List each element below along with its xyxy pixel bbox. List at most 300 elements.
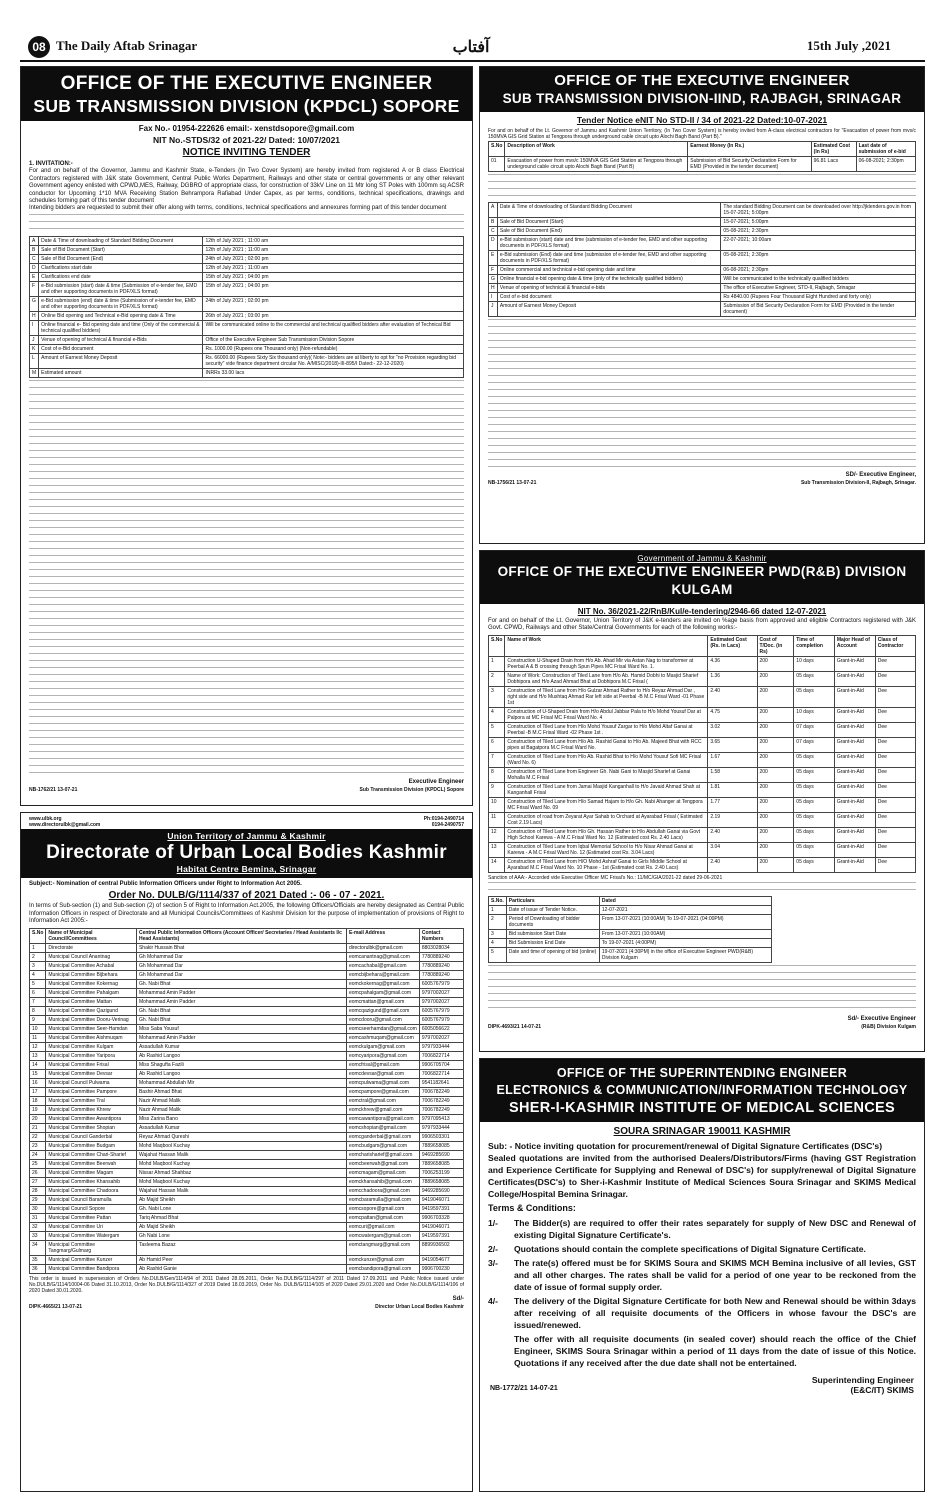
table-cell: Dee <box>875 827 915 842</box>
table-cell: Nazir Ahmad Malik <box>136 1105 346 1114</box>
table-cell: 6005056622 <box>419 1024 463 1033</box>
kulgam-schedule-head <box>489 896 772 905</box>
table-cell: Assadullah Kumar <box>136 1123 346 1132</box>
text-placeholder <box>488 174 916 200</box>
table-cell: 9797095413 <box>419 1114 463 1123</box>
table-row: E e-Bid submission (End) date and time (submission of e-tender fee, EMD and other supporting documents in PDF/XLS format) 05-08-2021; 2:30pm <box>489 251 916 266</box>
table-row: I Cost of e-bid document Rs 4840.00 (Rupees Four Thousand Eight Hundred and forty only) <box>489 293 916 302</box>
table-cell: 9906700230 <box>419 1264 463 1273</box>
rajbagh-notice: Tender Notice eNIT No STD-II / 34 of 2021-22 Dated:10-07-2021 <box>576 115 828 125</box>
paper-name: The Daily Aftab Srinagar <box>56 38 198 53</box>
table-cell: eomcbijbehara@gmail.com <box>346 970 419 979</box>
table-cell: eomcuri@gmail.com <box>346 1222 419 1231</box>
table-cell: 10 days <box>794 656 835 671</box>
table-row: D Clarifications start date 12th of July 2021 ; 11:00 am <box>30 263 464 272</box>
newspaper-logo: آفتاب <box>452 37 490 56</box>
table-row: F Online commercial and technical e-bid opening date and time 06-08-2021; 2:30pm <box>489 266 916 275</box>
rajbagh-code: NB-1756/21 13-07-21 <box>488 480 537 486</box>
table-cell: 9797002027 <box>419 1033 463 1042</box>
table-cell: Assadullah Kumar <box>136 1042 346 1051</box>
table-row <box>489 656 916 671</box>
condition-number: 4/- <box>488 1296 499 1306</box>
table-cell: 7 <box>489 752 505 767</box>
ulb-officers-body <box>30 943 464 1273</box>
table-row <box>489 722 916 737</box>
table-cell: 16 <box>30 1078 46 1087</box>
table-cell: Municipal Council Pulwama <box>46 1078 137 1087</box>
table-cell: eomctangmarg@gmail.com <box>346 1240 419 1255</box>
table-cell: 200 <box>757 707 794 722</box>
skims-signature: Superintending Engineer <box>811 1375 914 1385</box>
table-cell: eomcanantnag@gmail.com <box>346 952 419 961</box>
table-cell: 200 <box>757 737 794 752</box>
table-cell: 4.75 <box>708 707 757 722</box>
table-row <box>30 1069 464 1078</box>
table-cell: Nazir Ahmad Malik <box>136 1096 346 1105</box>
table-cell: Ab Majid Sheikh <box>136 1195 346 1204</box>
table-cell: Nissar Ahmad Shahbaz <box>136 1168 346 1177</box>
kulgam-banner <box>480 551 924 604</box>
kpdcl-invitation-text: For and on behalf of the Governor, Jammu and Kashmir State, e-Tenders (In Two Cover System) are hereby invited from registered A or B class Electrical Contractors registered with J&K state Government, Central Public Works Department, Railways and other state or central governments or any other relevant Government agency enlisted with CPWD,MES, Railway, DGBRO of appropriate class, for construction of 33kV Line on 11 Mtr long ST Poles with 100mm sq ACSR conductor for Upcoming 1*10 MVA Receiving Station Behrampora Rafiabad Under Capex, as per terms, conditions, technical specifications, drawings and schedules forming part of this tender document <box>29 168 464 205</box>
table-cell: Gh. Nabi Bhat <box>136 1006 346 1015</box>
table-cell: 1.36 <box>708 671 757 686</box>
kpdcl-banner <box>21 67 472 121</box>
kulgam-schedule-table <box>488 896 772 963</box>
table-cell: 1.58 <box>708 767 757 782</box>
table-cell: 200 <box>757 857 794 872</box>
skims-code: NB-1772/21 14-07-21 <box>490 1385 558 1392</box>
table-cell: eomcyaripora@gmail.com <box>346 1051 419 1060</box>
table-cell: 33 <box>30 1231 46 1240</box>
kpdcl-schedule-table <box>29 236 464 378</box>
table-cell: eomcashmuqam@gmail.com <box>346 1033 419 1042</box>
table-cell: 9906703328 <box>419 1213 463 1222</box>
table-cell: eomcbeerwah@gmail.com <box>346 1159 419 1168</box>
table-cell: Mohd Maqbool Kuchay <box>136 1141 346 1150</box>
table-cell: Municipal Council Anantnag <box>46 952 137 961</box>
table-cell: eomcdooru@gmail.com <box>346 1015 419 1024</box>
rajbagh-intro: For and on behalf of the Lt. Governor of Jammu and Kashmir Union Territory, (In Two Cover System) is hereby invited from A-class electrical contractors for "Evacuation of power from mvs/c 150MVA GIS Grid Station at Tengpora through underground cable circuit upto Alochi Bagh Band (Part B)." <box>488 128 916 140</box>
rajbagh-work-head <box>489 142 916 157</box>
table-cell: Dee <box>875 767 915 782</box>
table-row: K Cost of e-Bid document Rs. 1000.00 (Rupees one Thousand only) (Non-refundable) <box>30 344 464 353</box>
table-cell: eomcbandipora@gmail.com <box>346 1264 419 1273</box>
table-cell: Wajahat Hassan Malik <box>136 1186 346 1195</box>
table-cell: eomckokernag@gmail.com <box>346 979 419 988</box>
table-cell: 28 <box>30 1186 46 1195</box>
table-cell: 15 <box>30 1069 46 1078</box>
table-row <box>30 1222 464 1231</box>
table-cell: Gh. Nabi Bhat <box>136 979 346 988</box>
table-cell: Municipal Committee Awantipora <box>46 1114 137 1123</box>
table-cell: 07 days <box>794 737 835 752</box>
table-cell: 1 <box>489 656 505 671</box>
kulgam-signature: Sd/- Executive Engineer <box>847 1015 916 1022</box>
table-row: G Online financial e-bid opening date & time (only of the technically qualified bidders) Will be communicated to the technically qualified bidders <box>489 275 916 284</box>
table-row <box>30 1213 464 1222</box>
table-cell: eomcseerhamdan@gmail.com <box>346 1024 419 1033</box>
table-cell: 1.81 <box>708 782 757 797</box>
table-cell: eomcpampore@gmail.com <box>346 1087 419 1096</box>
table-cell: 9 <box>30 1015 46 1024</box>
table-cell: 6 <box>30 988 46 997</box>
skims-closing: The offer with all requisite documents (in sealed cover) should reach the office of the Chief Engineer, SKIMS Soura Srinagar within a period of 11 days from the date of issue of this Notice. Quotations if any received after the due date shall not be entertained. <box>514 1334 916 1368</box>
table-cell: Grant-in-Aid <box>834 722 875 737</box>
table-cell: Miss Zarina Bano <box>136 1114 346 1123</box>
table-row <box>30 1015 464 1024</box>
kpdcl-heading: NOTICE INVITING TENDER <box>182 147 311 158</box>
table-cell: 24 <box>30 1150 46 1159</box>
kpdcl-schedule-body <box>30 236 464 377</box>
table-cell: 13 <box>30 1051 46 1060</box>
ulb-title: Directorate of Urban Local Bodies Kashmir <box>46 842 447 863</box>
ulb-intro: In terms of Sub-section (1) and Sub-section (2) of section 5 of Right to Information Act.2005, the following Officers/Officials are hereby designated as Central Public Information Officers in respect of Directorate and all Municipal Councils/Committees of Kashmir Division for the purpose of implementation of provisions of Right to Information Act 2005:- <box>29 903 464 925</box>
masthead-rule <box>20 60 925 62</box>
skims-line1: OFFICE OF THE SUPERINTENDING ENGINEER <box>556 1066 848 1080</box>
table-row <box>30 1177 464 1186</box>
table-row <box>489 827 916 842</box>
table-cell: 7006822714 <box>419 1069 463 1078</box>
table-cell: eomcshopian@gmail.com <box>346 1123 419 1132</box>
kpdcl-signature-sub: Sub Transmission Division (KPDCL) Sopore <box>359 786 464 793</box>
table-cell: Municipal Committee Seer-Hamdan <box>46 1024 137 1033</box>
rajbagh-schedule-body <box>489 203 916 317</box>
table-cell: 1.77 <box>708 797 757 812</box>
table-cell: 5 <box>30 979 46 988</box>
table-row <box>489 737 916 752</box>
table-cell: Municipal Committee Pampore <box>46 1087 137 1096</box>
skims-banner <box>480 1059 924 1122</box>
table-row: 5 Date and time of opening of bid (online) 19-07-2021 (4:30PM) in the office of Executive Engineer PWD(R&B) Division Kulgam <box>489 947 772 962</box>
table-cell: Wajahat Hassan Malik <box>136 1150 346 1159</box>
ulb-phone2: 0194-2490757 <box>431 822 464 828</box>
rajbagh-ad <box>479 66 925 544</box>
table-cell: 9419597391 <box>419 1204 463 1213</box>
table-cell: 200 <box>757 671 794 686</box>
table-cell: 9906503301 <box>419 1132 463 1141</box>
table-row <box>489 842 916 857</box>
table-row <box>489 767 916 782</box>
table-cell: Ab Rashid Langoo <box>136 1069 346 1078</box>
issue-date: 15th July ,2021 <box>806 38 891 53</box>
table-cell: Municipal Committee Kokernag <box>46 979 137 988</box>
table-cell: 7006822714 <box>419 1051 463 1060</box>
condition-text: The Bidder(s) are required to offer their rates separately for supply of New DSC and Renewal of existing Digital Signature Certificate's. <box>514 1218 916 1240</box>
table-row <box>30 1240 464 1255</box>
table-cell: Grant-in-Aid <box>834 782 875 797</box>
table-row <box>30 1264 464 1273</box>
table-cell: 9797002027 <box>419 997 463 1006</box>
table-cell: 9797933444 <box>419 1042 463 1051</box>
kpdcl-code: NB-1762/21 13-07-21 <box>29 786 78 793</box>
table-cell: 23 <box>30 1141 46 1150</box>
table-cell: 35 <box>30 1255 46 1264</box>
table-cell: 8 <box>489 767 505 782</box>
rajbagh-banner <box>480 67 924 112</box>
condition-number: 2/- <box>488 1244 499 1254</box>
table-cell: 200 <box>757 797 794 812</box>
table-cell: 9419054677 <box>419 1255 463 1264</box>
table-cell: eomcmattan@gmail.com <box>346 997 419 1006</box>
ulb-website: www.ulbk.org <box>29 816 62 822</box>
table-cell: 12 <box>30 1042 46 1051</box>
table-cell: 6005767979 <box>419 1006 463 1015</box>
skims-line2: ELECTRONICS & COMMUNICATION/INFORMATION TECHNOLOGY <box>496 1083 908 1097</box>
table-cell: 1 <box>30 943 46 952</box>
table-cell: 3 <box>30 961 46 970</box>
condition-item <box>488 1243 916 1255</box>
table-cell: 9419046071 <box>419 1195 463 1204</box>
table-cell: 05 days <box>794 671 835 686</box>
table-cell: eomckhrew@gmail.com <box>346 1105 419 1114</box>
table-cell: Gh Mohammad Dar <box>136 970 346 979</box>
kulgam-code: DIPK-4693/21 14-07-21 <box>488 1023 542 1030</box>
table-cell: Dee <box>875 707 915 722</box>
table-row <box>30 961 464 970</box>
table-row: D e-Bid submission (start) date and time (submission of e-tender fee, EMD and other supporting documents in PDF/XLS format) 22-07-2021; 10:00am <box>489 236 916 251</box>
skims-line3: SHER-I-KASHMIR INSTITUTE OF MEDICAL SCIENCES <box>509 1100 895 1116</box>
table-cell: 13 <box>489 842 505 857</box>
table-cell: 4.36 <box>708 656 757 671</box>
table-cell: Dee <box>875 842 915 857</box>
table-row: H Venue of opening of technical & financial e-bids The office of Executive Engineer, STD-II, Rajbagh, Srinagar <box>489 284 916 293</box>
table-cell: 20 <box>30 1114 46 1123</box>
table-cell: eomctral@gmail.com <box>346 1096 419 1105</box>
ulb-officers-head <box>30 928 464 943</box>
table-row: J Venue of opening of technical & financial e-Bids Office of the Executive Engineer Sub Transmission Division Sopore <box>30 335 464 344</box>
table-cell: 7006253199 <box>419 1168 463 1177</box>
table-cell: Shakir Hussain Bhat <box>136 943 346 952</box>
table-row <box>489 812 916 827</box>
table-row: I Online financial e- Bid opening date and time (Only of the commercial & technical qualified bidders) Will be communicated online to the commercial and technical qualified bidders after evaluation of Technical Bid <box>30 320 464 335</box>
skims-conditions-label: Terms & Conditions: <box>488 1203 576 1213</box>
table-row <box>30 1132 464 1141</box>
table-cell: Municipal Committee Kulgam <box>46 1042 137 1051</box>
ulb-officers-table <box>29 928 464 1274</box>
table-cell: eomcchadoora@gmail.com <box>346 1186 419 1195</box>
page-number: 08 <box>28 36 50 58</box>
table-row: E Clarifications end date 15th of July 2021 ; 04:00 pm <box>30 272 464 281</box>
table-cell: Municipal Committee Tral <box>46 1096 137 1105</box>
table-cell: Municipal Committee Bijbehara <box>46 970 137 979</box>
table-cell: 05 days <box>794 797 835 812</box>
table-row <box>30 1060 464 1069</box>
table-cell: 3.02 <box>708 722 757 737</box>
table-cell: 9906705704 <box>419 1060 463 1069</box>
table-cell: 200 <box>757 656 794 671</box>
table-cell: 34 <box>30 1240 46 1255</box>
table-cell: Municipal Committee Mattan <box>46 997 137 1006</box>
table-row <box>30 1087 464 1096</box>
skims-body: Sealed quotations are invited from the authorised Dealers/Distributors/Firms (having GST Registration and Experience Certificate for Supplying and Renewal of DSC's) for supply/renewal of Digital Signature Certificates(DSC's) to Sher-i-Kashmir Institute of Medical Sciences Soura Srinagar and SKIMS Medical College/Hospital Bemina Srinagar. <box>488 1153 916 1199</box>
table-cell: 05 days <box>794 857 835 872</box>
table-cell: 6005767979 <box>419 979 463 988</box>
table-cell: Municipal Committee Pahalgam <box>46 988 137 997</box>
table-cell: Municipal Committee Chadoora <box>46 1186 137 1195</box>
table-cell: 2 <box>489 671 505 686</box>
table-cell: Municipal Committee Magam <box>46 1168 137 1177</box>
condition-text: Quotations should contain the complete specifications of Digital Signature Certificate. <box>514 1244 866 1254</box>
table-cell: Gh. Nabi Lone <box>136 1204 346 1213</box>
kulgam-schedule-body <box>489 905 772 962</box>
condition-text: The delivery of the Digital Signature Certificate for both New and Renewal should be within 3days after receiving of all requisite documents of the Officers in whose favour the DSC's are issued/renewed. <box>514 1296 916 1330</box>
table-row: M Estimated amount INRRs 33.00 lacs <box>30 368 464 377</box>
ulb-footer: This order is issued in supersession of Orders No.DULB/Gen/1114/94 of 2011 Dated 28.05.2011, Order No.DULB/G/1114/297 of 2011 Dated 17.09.2011 and Public Notice issued under No.DULB/G/1114/10004-06 Dated 31.10.2013, Order No.DULB/G/1114/327 of 2019 Dated 18.03.2019, Order No. DULB/G/1114/105 of 2020 Dated 29.01.2020 and Order No.DULB/G/1114/106 of 2020 Dated 30.01.2020. <box>29 1275 464 1294</box>
table-cell: Municipal Committee Khansahib <box>46 1177 137 1186</box>
table-row: L Amount of Earnest Money Deposit Rs. 66000.00 (Rupees Sixty Six thousand only)( Note:- bidders are at liberty to opt for "no Provision regarding bid security" vide finance department circular No. A/MISC(2018)-III-895/I Dated:- 22-12-2020) <box>30 353 464 368</box>
table-row <box>30 1141 464 1150</box>
table-cell: Municipal Committee Achabal <box>46 961 137 970</box>
table-row <box>30 1255 464 1264</box>
table-row: 2 Period of Downloading of bidder documents From 13-07-2021 (10:00AM) To 19-07-2021 (04:00PM) <box>489 914 772 929</box>
table-cell: 7 <box>30 997 46 1006</box>
ulb-ut: Union Territory of Jammu & Kashmir <box>167 831 326 841</box>
text-placeholder <box>488 319 916 469</box>
table-cell: 05 days <box>794 686 835 707</box>
table-cell: 9419597391 <box>419 1231 463 1240</box>
table-row <box>30 1231 464 1240</box>
table-cell: Municipal Council Sopore <box>46 1204 137 1213</box>
table-cell: eomcawantipora@gmail.com <box>346 1114 419 1123</box>
ulb-email: www.directorulbk@gmail.com <box>29 822 101 828</box>
table-cell: 200 <box>757 842 794 857</box>
table-cell: Municipal Council Ganderbal <box>46 1132 137 1141</box>
table-cell: eomcganderbal@gmail.com <box>346 1132 419 1141</box>
table-row <box>30 1123 464 1132</box>
table-cell: Grant-in-Aid <box>834 827 875 842</box>
table-cell: Ab Rashid Ganie <box>136 1264 346 1273</box>
table-cell: Construction of Tiled Lane from H/o Gh. Hassan Rather to H/o Abdullah Ganai via Govt High School Karewa - A M.C Frisal Ward No. 12 (Estimated cost Rs. 2.40 Lacs) <box>505 827 708 842</box>
table-cell: 10 <box>30 1024 46 1033</box>
table-cell: eomcbudgam@gmail.com <box>346 1141 419 1150</box>
table-row: A Date & Time of downloading of Standard Bidding Document The standard Bidding Document can be downloaded over http://jktenders.gov.in from 15-07-2021; 5:00pm <box>489 203 916 218</box>
table-cell: Grant-in-Aid <box>834 797 875 812</box>
table-cell: 5 <box>489 722 505 737</box>
table-cell: eomckulgam@gmail.com <box>346 1042 419 1051</box>
table-cell: eomcpattan@gmail.com <box>346 1213 419 1222</box>
table-cell: Construction U-Shaped Drain from H/o Ab. Ahad Mir via Astan Nag to transformer at Peerbal A & B crossing through Spun Pipes MC Frisal Ward No. 1. <box>505 656 708 671</box>
table-cell: 2.40 <box>708 857 757 872</box>
table-cell: 200 <box>757 812 794 827</box>
table-row <box>489 797 916 812</box>
table-cell: eomcmagam@gmail.com <box>346 1168 419 1177</box>
rajbagh-work-table <box>488 141 916 172</box>
table-row <box>30 1024 464 1033</box>
table-cell: Construction of Tiled Lane from Iqbal Memorial School to H/o Nisar Ahmad Ganai at Karewa - A M.C Frisal Ward No. 12 (Estimated cost Rs. 3.04 Lacs) <box>505 842 708 857</box>
table-cell: 11 <box>489 812 505 827</box>
table-cell: Municipal Committee Chari-Sharief <box>46 1150 137 1159</box>
table-cell: 22 <box>30 1132 46 1141</box>
condition-item <box>488 1295 916 1331</box>
table-cell: Municipal Committee Tangmarg/Gulmarg <box>46 1240 137 1255</box>
table-row: G e-Bid submission (end) date & time (Submission of e-tender fee, EMD and other supporting documents in PDF/XLS format) 24th of July 2021 ; 02:00 pm <box>30 296 464 311</box>
table-cell: Municipal Committee Khrew <box>46 1105 137 1114</box>
table-row <box>30 952 464 961</box>
table-cell: 05 days <box>794 752 835 767</box>
table-cell: eomcsopore@gmail.com <box>346 1204 419 1213</box>
table-cell: 27 <box>30 1177 46 1186</box>
table-cell: Municipal Committee Qazigund <box>46 1006 137 1015</box>
skims-address: SOURA SRINAGAR 190011 KASHMIR <box>613 1126 791 1137</box>
table-cell: Grant-in-Aid <box>834 656 875 671</box>
table-cell: 31 <box>30 1213 46 1222</box>
kpdcl-fax: Fax No.- 01954-222626 email:- xenstdsopore@gmail.com <box>138 124 355 133</box>
text-placeholder <box>29 380 464 776</box>
table-cell: 200 <box>757 827 794 842</box>
table-cell: Municipal Committee Bandipora <box>46 1264 137 1273</box>
table-cell: Tariq Ahmad Bhat <box>136 1213 346 1222</box>
kpdcl-banner-line1: OFFICE OF THE EXECUTIVE ENGINEER <box>60 73 433 94</box>
table-row <box>30 1114 464 1123</box>
table-cell: 7006782249 <box>419 1105 463 1114</box>
rajbagh-work-body <box>489 157 916 172</box>
ulb-phone1: Ph:0194-2490714 <box>423 816 464 822</box>
kulgam-signature-sub: (R&B) Division Kulgam <box>861 1023 916 1030</box>
skims-conditions <box>480 1217 924 1331</box>
table-cell: Municipal Committee Kunzer <box>46 1255 137 1264</box>
table-cell: Miss Saba Yousuf <box>136 1024 346 1033</box>
table-cell: Municipal Committee Aishmuqam <box>46 1033 137 1042</box>
table-cell: eomcpulwama@gmail.com <box>346 1078 419 1087</box>
table-cell: 2.19 <box>708 812 757 827</box>
table-cell: 1.67 <box>708 752 757 767</box>
table-row <box>489 671 916 686</box>
table-cell: 12 <box>489 827 505 842</box>
table-cell: eomcwatergam@gmail.com <box>346 1231 419 1240</box>
table-row <box>30 970 464 979</box>
table-cell: Grant-in-Aid <box>834 767 875 782</box>
table-row: 01 Evacuation of power from mvs/c 150MVA GIS Grid Station at Tengpora through underground cable circuit upto Alochi Bagh Band (Part B) Submission of Bid Security Declaration Form for EMD (Provided in the tender document) 96.81 Lacs 06-08-2021; 2:30pm <box>489 157 916 172</box>
table-cell: 4 <box>489 707 505 722</box>
table-cell: 9469285690 <box>419 1150 463 1159</box>
table-cell: 8899936502 <box>419 1240 463 1255</box>
kulgam-govt: Government of Jammu & Kashmir <box>637 554 767 563</box>
table-row <box>30 1150 464 1159</box>
table-cell: eomcfrisal@gmail.com <box>346 1060 419 1069</box>
table-cell: Dee <box>875 722 915 737</box>
kulgam-works-head <box>489 635 916 656</box>
table-cell: Grant-in-Aid <box>834 752 875 767</box>
table-cell: Construction of Tiled Lane from H/O Mohd Ashraf Ganai to Girls Middle School at Ayarabad M.C Frisal Ward No. 10 Phase - 1st (Estimated cost Rs. 2.40 Lacs) <box>505 857 708 872</box>
table-row: A Date & Time of downloading of Standard Bidding Document 12th of July 2021 ; 11:00 am <box>30 236 464 245</box>
table-cell: 2.40 <box>708 827 757 842</box>
table-cell: Municipal Committee Beerwah <box>46 1159 137 1168</box>
table-row <box>30 997 464 1006</box>
ulb-code: DIPK-4665/21 13-07-21 <box>29 1303 83 1310</box>
table-cell: Ab Hamid Peer <box>136 1255 346 1264</box>
table-cell: Reyaz Ahmad Qureshi <box>136 1132 346 1141</box>
kpdcl-invitation-label: 1. INVITATION:- <box>29 161 73 167</box>
kpdcl-nit: NIT No.-STDS/32 of 2021-22/ Dated: 10/07/2021 <box>152 135 341 145</box>
table-cell: Grant-in-Aid <box>834 812 875 827</box>
table-cell: Gh Mohammad Dar <box>136 952 346 961</box>
rajbagh-banner-line1: OFFICE OF THE EXECUTIVE ENGINEER <box>554 72 850 89</box>
table-cell: Construction of U-Shaped Drain from H/o Abdul Jabbar Pala to H/o Mohd Yousuf Dar at Palpora at MC Frisal MC Frisal Ward No. 4 <box>505 707 708 722</box>
table-row <box>30 979 464 988</box>
kulgam-banner-title: OFFICE OF THE EXECUTIVE ENGINEER PWD(R&B) DIVISION KULGAM <box>497 564 907 597</box>
table-row: J Amount of Earnest Money Deposit Submission of Bid Security Declaration Form for EMD (Provided in the tender document) <box>489 302 916 317</box>
table-cell: Mohd Maqbool Kuchay <box>136 1159 346 1168</box>
table-cell: 7889658085 <box>419 1177 463 1186</box>
table-cell: Municipal Committee Shopian <box>46 1123 137 1132</box>
table-cell: 7780889240 <box>419 961 463 970</box>
table-cell: 14 <box>30 1060 46 1069</box>
table-cell: Grant-in-Aid <box>834 737 875 752</box>
condition-number: 3/- <box>488 1258 499 1268</box>
text-placeholder <box>488 882 916 894</box>
table-row <box>30 1168 464 1177</box>
table-cell: eomcpahalgam@gmail.com <box>346 988 419 997</box>
